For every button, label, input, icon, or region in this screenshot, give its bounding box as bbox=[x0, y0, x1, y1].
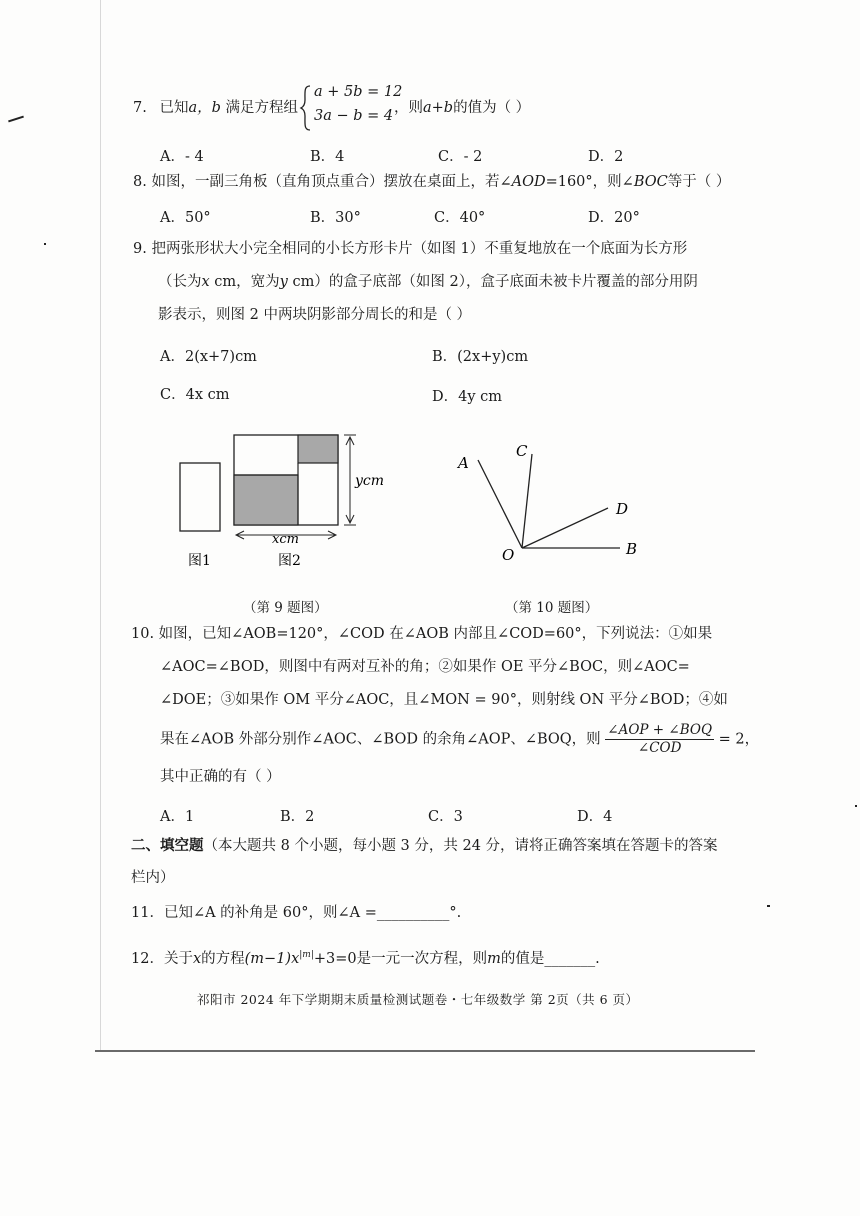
q12-mid: 的方程 bbox=[201, 950, 245, 967]
q8-option-b: B．30° bbox=[310, 210, 361, 226]
q10-option-c: C．3 bbox=[428, 809, 463, 825]
q10-line-2: ∠AOC=∠BOD，则图中有两对互补的角；②如果作 OE 平分∠BOC，则∠AOC= bbox=[160, 659, 690, 675]
q7-option-a: A．- 4 bbox=[160, 149, 204, 165]
q10-frac-den: ∠COD bbox=[637, 740, 682, 756]
q9-l2-y: y bbox=[279, 274, 288, 290]
q12-tail: 的值是_______. bbox=[500, 950, 600, 967]
q7-brace bbox=[299, 84, 313, 132]
fig9-caption: （第 9 题图） bbox=[243, 600, 328, 616]
q12-post: 是一元一次方程，则 bbox=[356, 950, 488, 967]
q8-option-a: A．50° bbox=[160, 210, 211, 226]
label-d: D bbox=[616, 500, 629, 518]
q12-pre: 12．关于 bbox=[131, 950, 193, 967]
section-2-header bbox=[131, 836, 718, 856]
ray-od bbox=[522, 508, 608, 548]
q12-eq-exp: |m| bbox=[299, 950, 314, 960]
q9-line-3: 影表示，则图 2 中两块阴影部分周长的和是（ ） bbox=[158, 307, 472, 323]
q12-x: x bbox=[192, 950, 202, 967]
fig2-y-label: ycm bbox=[355, 473, 385, 489]
q10-line-4 bbox=[160, 722, 759, 757]
section-2-desc-1: （本大题共 8 个小题，每小题 3 分，共 24 分，请将正确答案填在答题卡的答案 bbox=[203, 838, 718, 854]
q8-text-post: 等于（ ） bbox=[667, 174, 731, 190]
figure-10 bbox=[450, 430, 650, 570]
q7-post: ，则 bbox=[394, 100, 423, 116]
q9-option-b: B．(2x+y)cm bbox=[432, 349, 529, 365]
q7-eq1: a + 5b = 12 bbox=[314, 84, 403, 100]
q7-eq2: 3a − b = 4 bbox=[314, 108, 394, 124]
section-2-desc-2: 栏内） bbox=[131, 870, 175, 886]
question-7 bbox=[133, 98, 298, 118]
q9-l2-b: cm，宽为 bbox=[209, 274, 280, 290]
q8-boc: BOC bbox=[633, 174, 668, 190]
q12-eq-base: (m−1)x bbox=[244, 950, 300, 967]
scan-dot bbox=[767, 905, 770, 907]
q7-number: 7. bbox=[133, 100, 147, 116]
q12-m: m bbox=[487, 950, 501, 967]
figure-9 bbox=[170, 425, 410, 575]
q10-line-1: 10. 如图，已知∠AOB=120°，∠COD 在∠AOB 内部且∠COD=60°，下列说法：①如果 bbox=[131, 626, 713, 642]
q9-option-a: A．2(x+7)cm bbox=[160, 349, 257, 365]
q7-pre: 已知 bbox=[159, 100, 189, 116]
q9-option-d: D．4y cm bbox=[432, 389, 503, 405]
q10-fraction bbox=[605, 722, 714, 757]
section-2-title: 二、填空题 bbox=[131, 837, 204, 854]
scan-mark bbox=[8, 116, 24, 123]
q10-frac-num: ∠AOP + ∠BOQ bbox=[607, 722, 713, 738]
scan-dot bbox=[855, 805, 857, 807]
q9-l2-a: （长为 bbox=[158, 274, 202, 290]
q8-text-mid: =160°，则∠ bbox=[545, 174, 634, 190]
q10-option-a: A．1 bbox=[160, 809, 195, 825]
q9-line-2 bbox=[158, 272, 698, 292]
q9-option-c: C．4x cm bbox=[160, 387, 230, 403]
label-c: C bbox=[516, 442, 528, 460]
fig2-label: 图2 bbox=[278, 553, 301, 569]
fig2-shade-top bbox=[298, 435, 338, 463]
q7-option-b: B．4 bbox=[310, 149, 345, 165]
page-edge bbox=[100, 0, 101, 1050]
q9-line-1: 9. 把两张形状大小完全相同的小长方形卡片（如图 1）不重复地放在一个底面为长方形 bbox=[133, 241, 688, 257]
label-a: A bbox=[458, 454, 469, 472]
q10-l4-post: = 2， bbox=[718, 731, 760, 748]
q9-l2-c: cm）的盒子底部（如图 2），盒子底面未被卡片覆盖的部分用阴 bbox=[287, 274, 698, 290]
ray-oc bbox=[522, 454, 532, 548]
question-11: 11．已知∠A 的补角是 60°，则∠A =__________°. bbox=[131, 905, 462, 921]
question-8 bbox=[133, 172, 730, 192]
page-bottom-edge bbox=[95, 1050, 755, 1052]
q12-eq-tail: +3=0 bbox=[313, 950, 357, 967]
q10-line-5: 其中正确的有（ ） bbox=[160, 769, 281, 785]
fig1-label: 图1 bbox=[188, 553, 211, 569]
q7-vars: a，b bbox=[188, 100, 221, 116]
label-b: B bbox=[626, 540, 638, 558]
fig10-caption: （第 10 题图） bbox=[505, 600, 599, 616]
fig1-card bbox=[180, 463, 220, 531]
q7-option-c: C．- 2 bbox=[438, 149, 483, 165]
q8-aod: AOD bbox=[511, 174, 546, 190]
scan-dot bbox=[44, 243, 46, 245]
q10-line-3: ∠DOE；③如果作 OM 平分∠AOC，且∠MON = 90°，则射线 ON 平分∠BOD；④如 bbox=[160, 692, 728, 708]
q10-option-b: B．2 bbox=[280, 809, 315, 825]
q7-option-d: D．2 bbox=[588, 149, 624, 165]
q10-option-d: D．4 bbox=[577, 809, 613, 825]
q9-l2-x: x bbox=[201, 274, 210, 290]
q7-mid: 满足方程组 bbox=[225, 100, 298, 116]
q7-expr: a+b bbox=[423, 100, 454, 116]
q8-option-c: C．40° bbox=[434, 210, 486, 226]
q8-text-pre: 8. 如图，一副三角板（直角顶点重合）摆放在桌面上，若∠ bbox=[133, 174, 512, 190]
q7-tail: 的值为（ ） bbox=[453, 100, 531, 116]
fig2-shade-bottom bbox=[234, 475, 298, 525]
page-footer: 祁阳市 2024 年下学期期末质量检测试题卷・七年级数学 第 2页（共 6 页） bbox=[197, 992, 639, 1007]
q10-l4-pre: 果在∠AOB 外部分别作∠AOC、∠BOD 的余角∠AOP、∠BOQ，则 bbox=[160, 731, 601, 748]
q8-option-d: D．20° bbox=[588, 210, 640, 226]
fig2-x-label: xcm bbox=[272, 532, 299, 547]
ray-oa bbox=[478, 460, 522, 548]
label-o: O bbox=[502, 546, 515, 564]
question-12 bbox=[131, 945, 600, 969]
q7-tail-line bbox=[394, 98, 530, 118]
